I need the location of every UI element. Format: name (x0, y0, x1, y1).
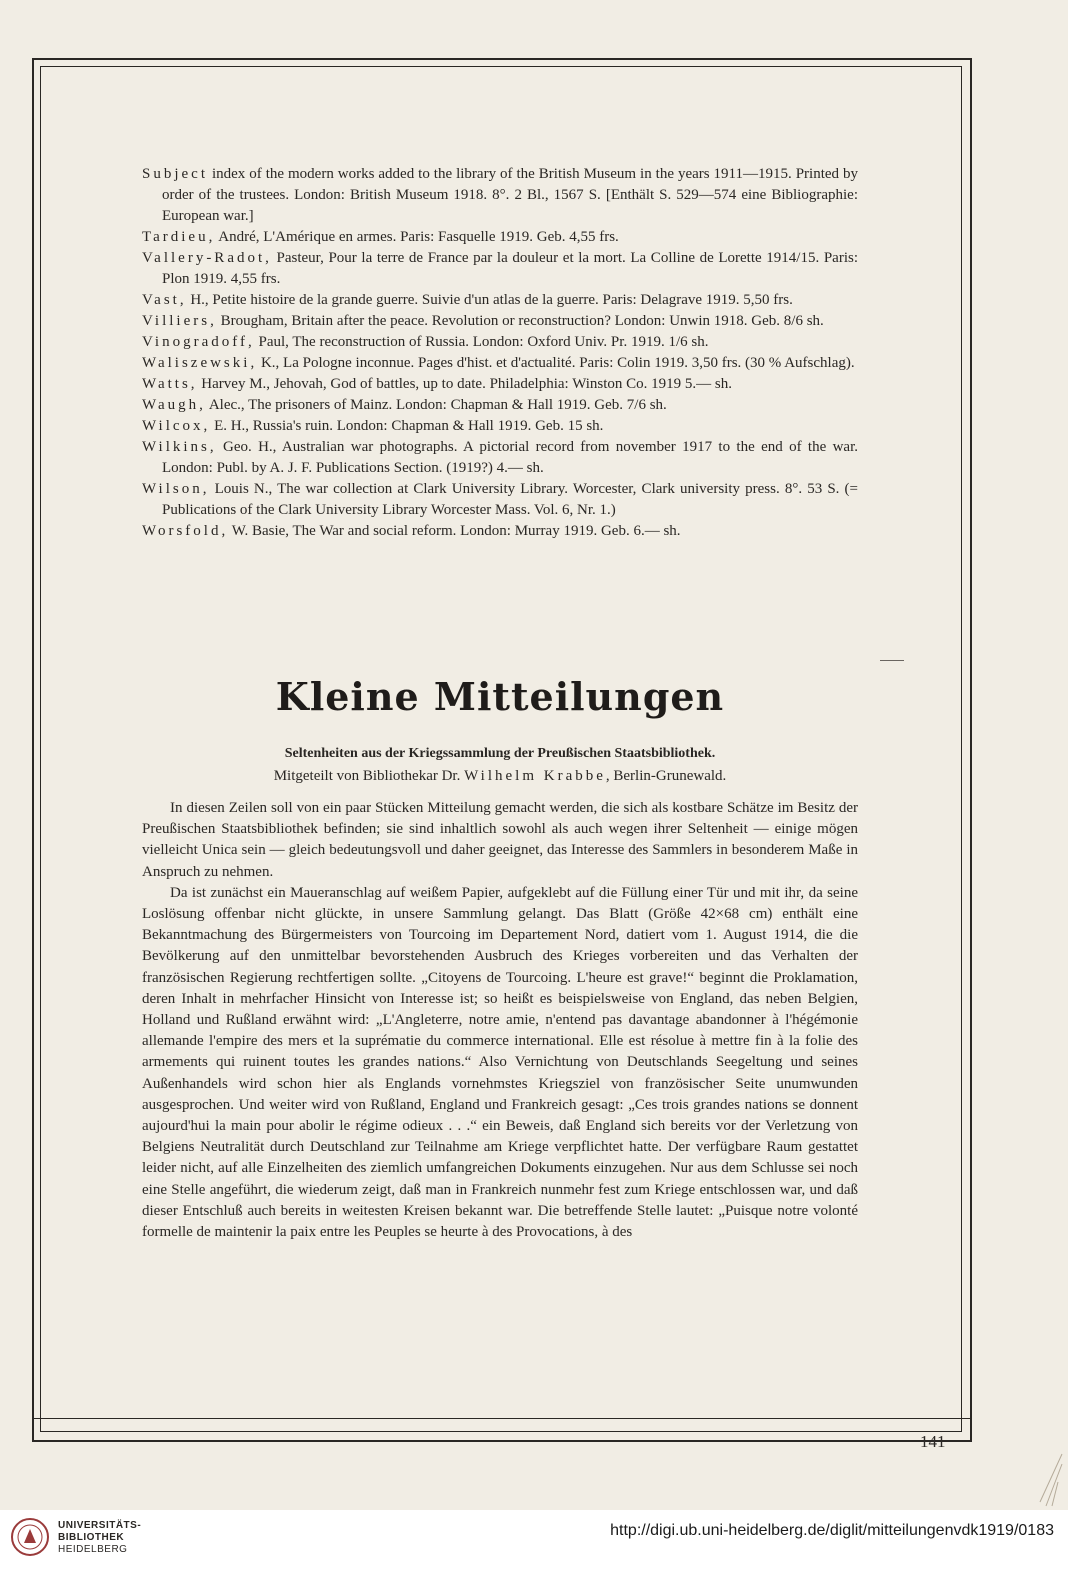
entry-text: Brougham, Britain after the peace. Revolution or reconstruction? London: Unwin 1918. Geb. 8/6 sh. (220, 313, 824, 329)
entry-text: Geo. H., Australian war photographs. A pictorial record from november 1917 to the end of the war. London: Publ. by A. J. F. Publications Section. (1919?) 4.— sh. (162, 439, 858, 476)
entry-author: Wilson, (142, 481, 210, 497)
bibliography-entry (142, 479, 858, 521)
entry-text: K., La Pologne inconnue. Pages d'hist. et d'actualité. Paris: Colin 1919. 3,50 frs. (30 % Aufschlag). (260, 355, 855, 371)
body-paragraph: Da ist zunächst ein Maueranschlag auf weißem Papier, aufgeklebt auf die Füllung einer Tür und mit ihr, da seine Loslösung offenbar nicht glückte, in unsere Sammlung gelangt. Das Blatt (Größe 42×68 cm) enthält eine Bekanntmachung des Bürgermeisters von Tourcoing im Departement Nord, datiert vom 1. August 1914, die die Bevölkerung auf den unmittelbar bevorstehenden Ausbruch des Krieges vorbereiten und das Verhalten der französischen Regierung rechtfertigen sollte. „Citoyens de Tourcoing. L'heure est grave!“ beginnt die Proklamation, deren Inhalt in mehrfacher Hinsicht von Interesse ist; so heißt es beispielsweise von England, das neben Belgien, Holland und Rußland erwähnt wird: „L'Angleterre, notre amie, n'entend pas davantage abandonner à l'hégémonie allemande l'empire des mers et la suprématie du commerce international. Elle est résolue à mettre fin à la folie des armements qui ruinent toutes les grandes nations.“ Also Vernichtung von Deutschlands Seegeltung und seines Außenhandels wird schon hier als Englands vornehmstes Kriegsziel von französischer Seite unumwunden ausgesprochen. Und weiter wird von Rußland, England und Frankreich gesagt: „Ces trois grandes nations se donnent aujourd'hui la main pour abolir le régime odieux . . .“ ein Beweis, daß England sich bereits vor der Verletzung von Belgiens Neutralität durch Deutschland zur Teilnahme am Kriege verpflichtet hatte. Der verfügbare Raum gestattet leider nicht, auf alle Einzelheiten des ziemlich umfangreichen Dokuments einzugehen. Nur aus dem Schlusse sei noch eine Stelle angeführt, die wiederum zeigt, daß man in Frankreich nunmehr fest zum Kriege entschlossen war, und daß dieser Entschluß auch bereits in weitesten Kreisen bekannt war. Die betreffende Stelle lautet: „Puisque notre volonté formelle de maintenir la paix entre les Peuples se heurte à des Provocations, à des (142, 884, 858, 1241)
entry-text: Pasteur, Pour la terre de France par la douleur et la mort. La Colline de Lorette 1914/15. Paris: Plon 1919. 4,55 frs. (162, 250, 858, 287)
entry-text: Alec., The prisoners of Mainz. London: Chapman & Hall 1919. Geb. 7/6 sh. (208, 397, 667, 413)
byline-suffix: , Berlin-Grunewald. (605, 768, 727, 784)
entry-author: Waugh, (142, 397, 206, 413)
frame-bottom-rule (32, 1418, 972, 1419)
body-paragraph: In diesen Zeilen soll von ein paar Stücken Mitteilung gemacht werden, die sich als kostbare Schätze im Besitz der Preußischen Staatsbibliothek befinden; sie sind inhaltlich sowohl als auch wegen ihrer Seltenheit — einige mögen vielleicht Unica sein — gleich bedeutungsvoll und daher geeignet, das Interesse des Sammlers in besonderem Maße in Anspruch zu nehmen. (142, 800, 858, 880)
bibliography-entry (142, 521, 858, 542)
section-subheading: Seltenheiten aus der Kriegssammlung der Preußischen Staatsbibliothek. (284, 746, 716, 761)
byline (142, 768, 858, 785)
entry-text: index of the modern works added to the library of the British Museum in the years 1911—1915. Printed by order of the trustees. London: British Museum 1918. 8°. 2 Bl., 1567 S. [Enthält S. 529—574 eine Bibliographie: European war.] (162, 166, 859, 224)
bibliography-entry (142, 416, 858, 437)
bibliography-entry (142, 227, 858, 248)
entry-text: Harvey M., Jehovah, God of battles, up to date. Philadelphia: Winston Co. 1919 5.— sh. (201, 376, 733, 392)
entry-author: Wilkins, (142, 439, 217, 455)
bibliography-entry (142, 395, 858, 416)
entry-author: Worsfold, (142, 523, 229, 539)
bibliography-entry (142, 248, 858, 290)
entry-author: Vast, (142, 292, 187, 308)
entry-text: Paul, The reconstruction of Russia. London: Oxford Univ. Pr. 1919. 1/6 sh. (258, 334, 709, 350)
page-number: 141 (920, 1432, 946, 1451)
section-heading: Kleine Mitteilungen (275, 674, 725, 719)
bibliography-entry (142, 437, 858, 479)
byline-author: Wilhelm Krabbe (464, 768, 606, 784)
entry-text: E. H., Russia's ruin. London: Chapman & Hall 1919. Geb. 15 sh. (214, 418, 604, 434)
entry-author: Villiers, (142, 313, 217, 329)
bibliography-entry (142, 311, 858, 332)
bibliography-entry (142, 353, 858, 374)
library-name (58, 1520, 141, 1556)
byline-prefix: Mitgeteilt von Bibliothekar Dr. (273, 768, 461, 784)
article-body (142, 798, 858, 1243)
library-line-2: BIBLIOTHEK (58, 1532, 125, 1543)
entry-text: Louis N., The war collection at Clark University Library. Worcester, Clark university press. 8°. 53 S. (= Publications of the Clark University Library Worcester Mass. Vol. 6, Nr. 1.) (162, 481, 858, 518)
entry-author: Tardieu, (142, 229, 216, 245)
entry-author: Watts, (142, 376, 198, 392)
entry-text: H., Petite histoire de la grande guerre. Suivie d'un atlas de la guerre. Paris: Delagrave 1919. 5,50 frs. (190, 292, 793, 308)
entry-author: Vinogradoff, (142, 334, 255, 350)
bibliography-entry (142, 164, 858, 227)
bibliography-entry (142, 290, 858, 311)
entry-text: W. Basie, The War and social reform. London: Murray 1919. Geb. 6.— sh. (231, 523, 681, 539)
source-url-link[interactable]: http://digi.ub.uni-heidelberg.de/diglit/mitteilungenvdk1919/0183 (610, 1522, 1054, 1539)
entry-author: Wilcox, (142, 418, 211, 434)
bibliography-list (142, 164, 858, 542)
library-line-3: HEIDELBERG (58, 1544, 128, 1555)
section-divider (880, 660, 904, 661)
entry-author: Vallery-Radot, (142, 250, 272, 266)
bibliography-entry (142, 374, 858, 395)
bibliography-entry (142, 332, 858, 353)
entry-author: Subject (142, 166, 208, 182)
university-seal-icon (10, 1517, 50, 1557)
page-curl-icon (1036, 1452, 1064, 1508)
entry-text: André, L'Amérique en armes. Paris: Fasquelle 1919. Geb. 4,55 frs. (218, 229, 619, 245)
library-line-1: UNIVERSITÄTS- (58, 1520, 142, 1531)
entry-author: Waliszewski, (142, 355, 258, 371)
